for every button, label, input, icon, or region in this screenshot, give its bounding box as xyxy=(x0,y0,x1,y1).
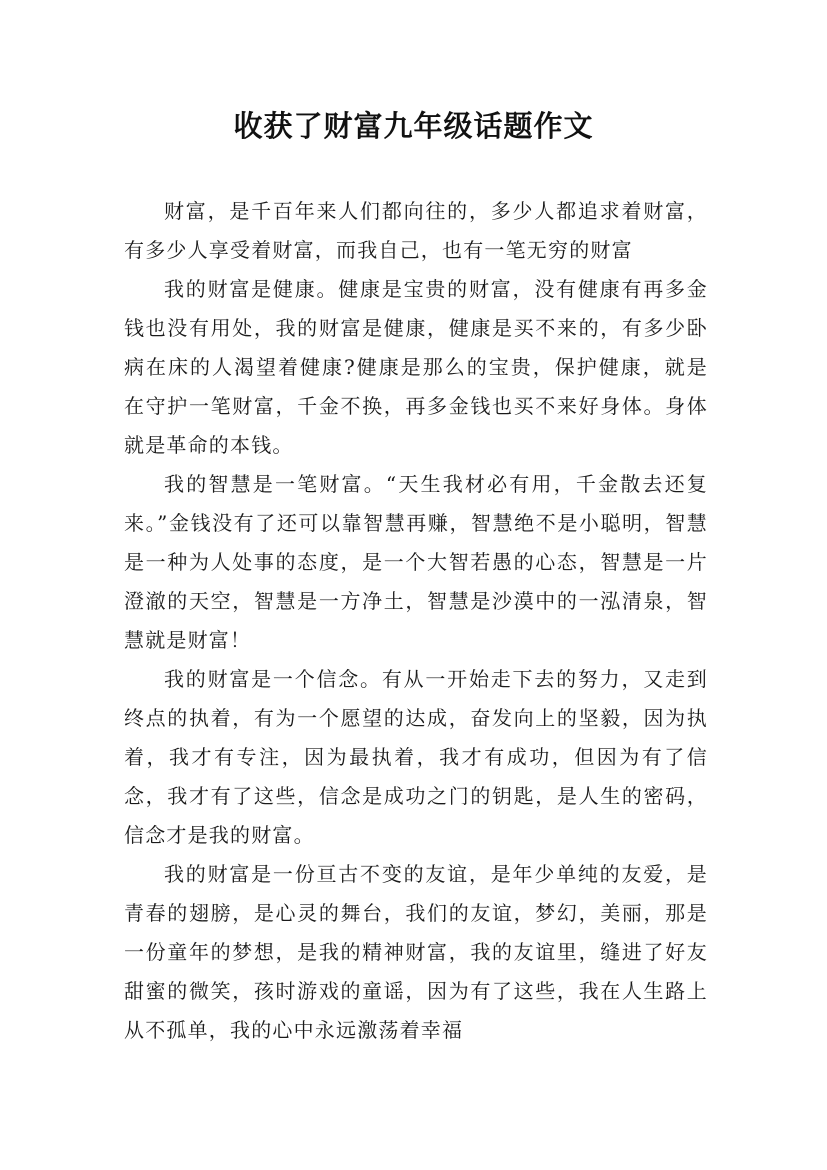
paragraph-friendship: 我的财富是一份亘古不变的友谊，是年少单纯的友爱，是青春的翅膀，是心灵的舞台，我们的友谊，梦幻，美丽，那是一份童年的梦想，是我的精神财富，我的友谊里，缝进了好友甜蜜的微笑，孩时游戏的童谣，因为有了这些，我在人生路上从不孤单，我的心中永远激荡着幸福 xyxy=(124,862,708,1042)
paragraph-wisdom: 我的智慧是一笔财富。“天生我材必有用，千金散去还复来。”金钱没有了还可以靠智慧再赚，智慧绝不是小聪明，智慧是一种为人处事的态度，是一个大智若愚的心态，智慧是一片澄澈的天空，智慧是一方净土，智慧是沙漠中的一泓清泉，智慧就是财富！ xyxy=(124,472,708,652)
document-body xyxy=(124,192,708,1050)
document-title: 收获了财富九年级话题作文 xyxy=(233,109,594,143)
paragraph-belief: 我的财富是一个信念。有从一开始走下去的努力，又走到终点的执着，有为一个愿望的达成，奋发向上的坚毅，因为执着，我才有专注，因为最执着，我才有成功，但因为有了信念，我才有了这些，信念是成功之门的钥匙，是人生的密码，信念才是我的财富。 xyxy=(124,667,708,847)
paragraph-intro: 财富，是千百年来人们都向往的，多少人都追求着财富，有多少人享受着财富，而我自己，也有一笔无穷的财富 xyxy=(124,199,708,262)
paragraph-health: 我的财富是健康。健康是宝贵的财富，没有健康有再多金钱也没有用处，我的财富是健康，健康是买不来的，有多少卧病在床的人渴望着健康?健康是那么的宝贵，保护健康，就是在守护一笔财富，千金不换，再多金钱也买不来好身体。身体就是革命的本钱。 xyxy=(124,277,708,457)
